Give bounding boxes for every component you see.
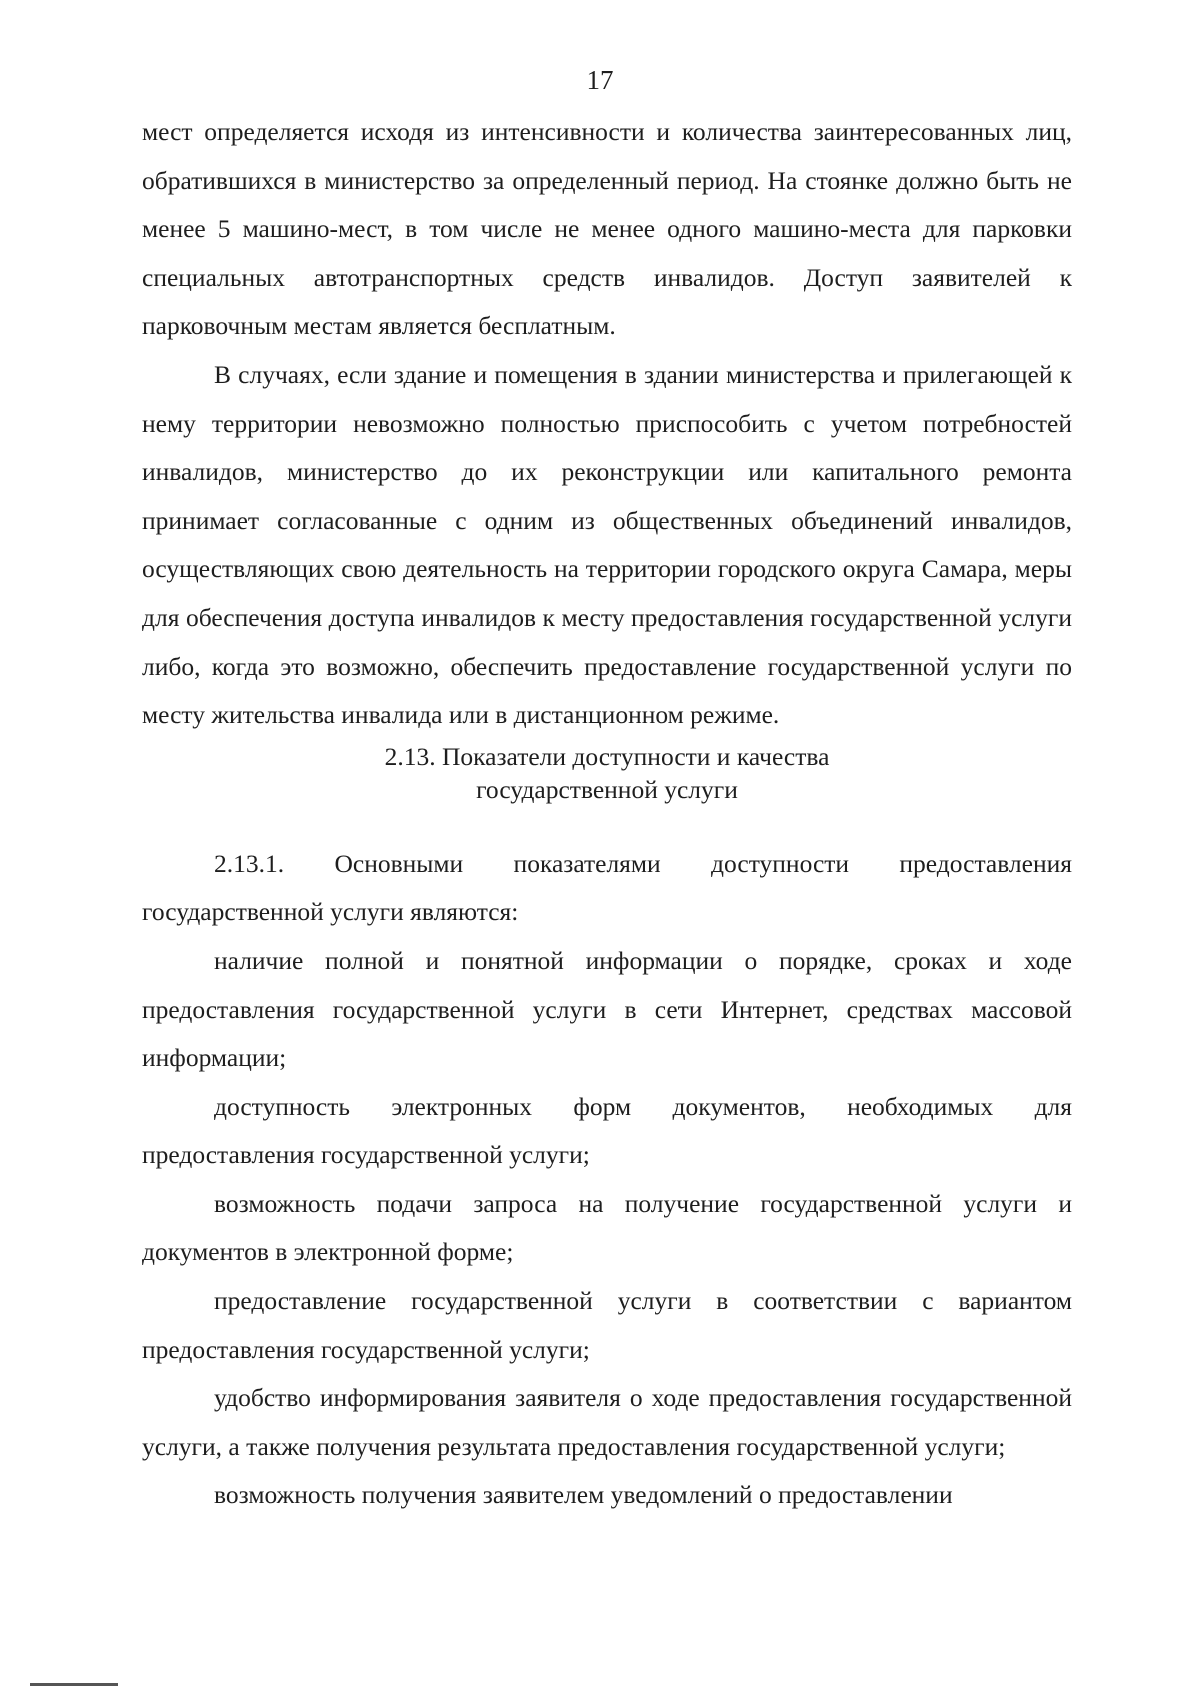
page-number: 17 — [586, 65, 614, 95]
paragraph: В случаях, если здание и помещения в здании министерства и прилегающей к нему территории невозможно полностью приспособить с учетом потребностей инвалидов, министерство до их реконструкции или капитального ремонта принимает согласованные с одним из общественных объединений инвалидов, осуществляющих свою деятельность на территории городского округа Самара, меры для обеспечения доступа инвалидов к месту предоставления государственной услуги либо, когда это возможно, обеспечить предоставление государственной услуги по месту жительства инвалида или в дистанционном режиме. — [142, 359, 1072, 730]
paragraph: доступность электронных форм документов, необходимых для предоставления государственной услуги; — [142, 1091, 1072, 1170]
paragraph-group-top — [142, 108, 1072, 740]
paragraph: наличие полной и понятной информации о порядке, сроках и ходе предоставления государственной услуги в сети Интернет, средствах массовой информации; — [142, 945, 1072, 1073]
footer-rule — [30, 1683, 118, 1686]
paragraph: удобство информирования заявителя о ходе предоставления государственной услуги, а также получения результата предоставления государственной услуги; — [142, 1383, 1072, 1461]
paragraph: предоставление государственной услуги в соответствии с вариантом предоставления государственной услуги; — [142, 1286, 1072, 1364]
section-heading — [142, 740, 1072, 840]
paragraph: возможность подачи запроса на получение государственной услуги и документов в электронной форме; — [142, 1188, 1072, 1267]
document-body — [142, 108, 1072, 1520]
paragraph-group-bottom — [142, 840, 1072, 1520]
section-heading-line-1: 2.13. Показатели доступности и качества — [384, 741, 830, 771]
section-heading-line-2: государственной услуги — [476, 774, 738, 804]
paragraph: возможность получения заявителем уведомлений о предоставлении — [214, 1480, 953, 1510]
paragraph: 2.13.1. Основными показателями доступности предоставления государственной услуги являются: — [142, 848, 1072, 927]
paragraph: мест определяется исходя из интенсивности и количества заинтересованных лиц, обратившихся в министерство за определенный период. На стоянке должно быть не менее 5 машино-мест, в том числе не менее одного машино-места для парковки специальных автотранспортных средств инвалидов. Доступ заявителей к парковочным местам является бесплатным. — [142, 117, 1072, 341]
